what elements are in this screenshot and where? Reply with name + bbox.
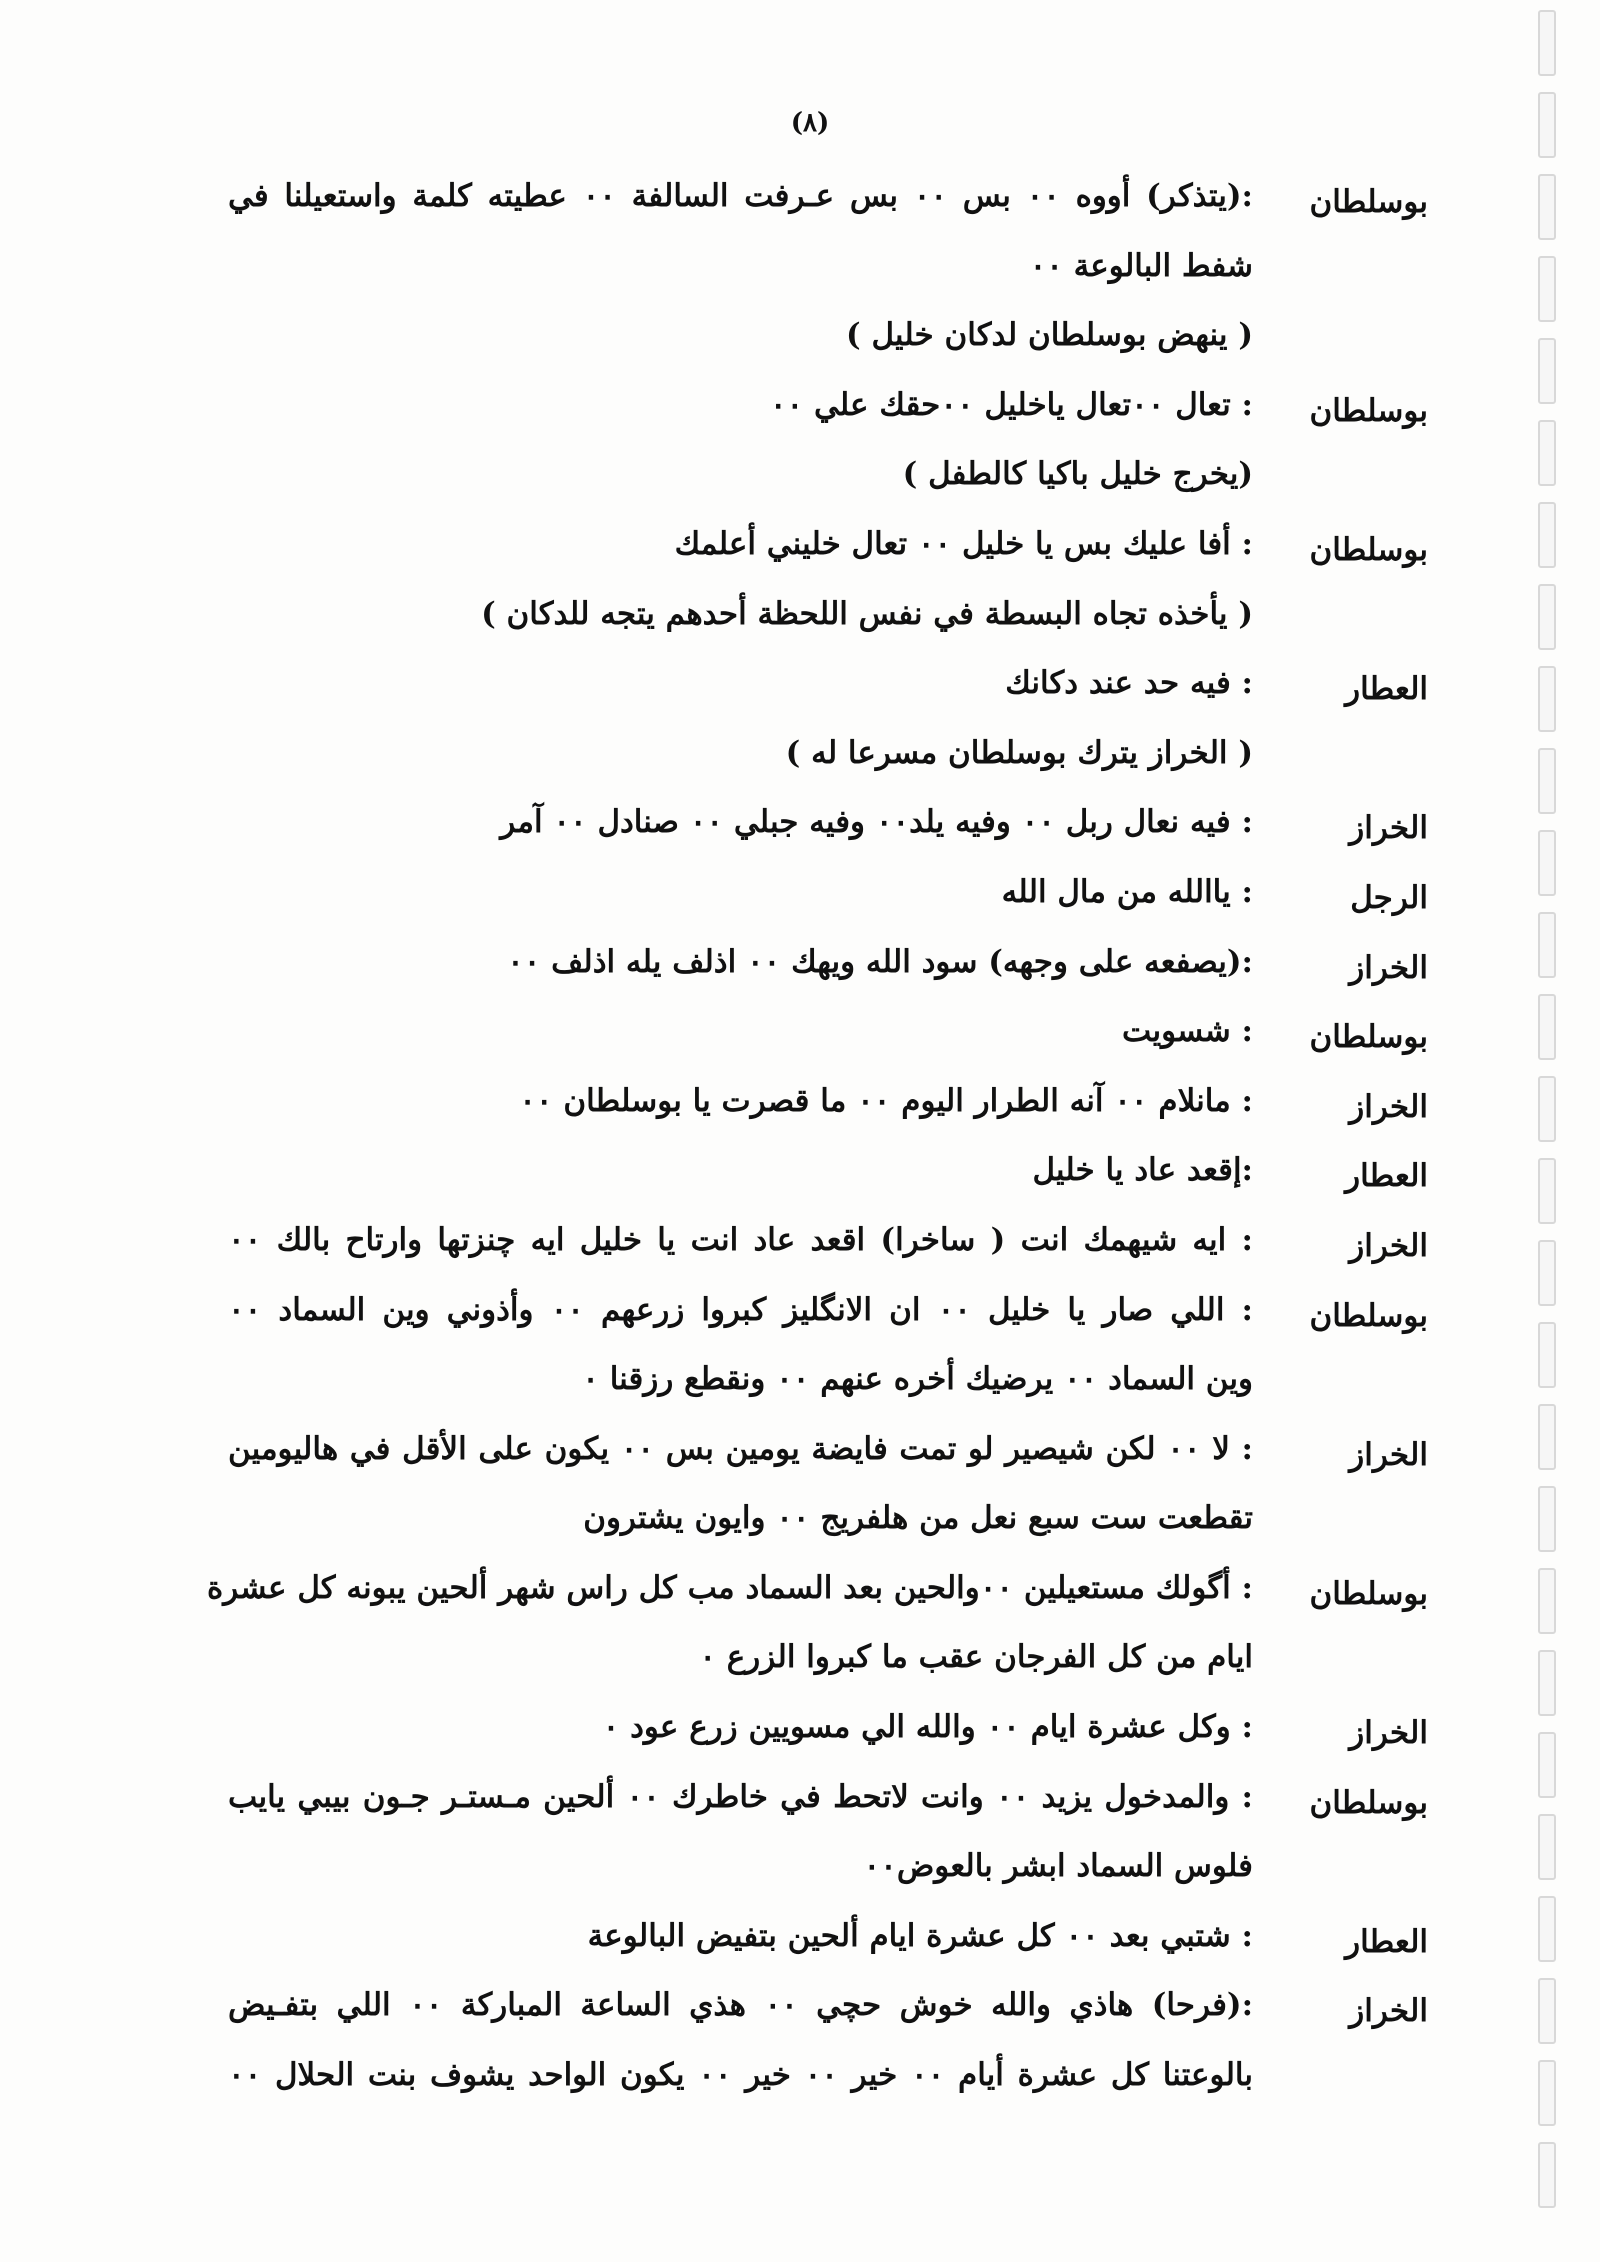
dialogue-text: تقطعت ست سبع نعل من هلفريج ٠٠ وايون يشترون — [583, 1500, 1253, 1537]
binding-ring — [1538, 1814, 1556, 1880]
dialogue-line — [207, 1554, 1428, 1624]
binding-ring — [1538, 502, 1556, 568]
dialogue-text: : ياالله من مال الله — [1001, 873, 1253, 910]
page-number: (٨) — [790, 108, 830, 138]
dialogue-text: : فيه حد عند دكانك — [1005, 665, 1253, 702]
dialogue-text: : والمدخول يزيد ٠٠ وانت لاتحط في خاطرك ٠٠ ألحين مـستـر جـون بيبي يايب — [228, 1778, 1253, 1815]
dialogue-line — [228, 1693, 1428, 1763]
dialogue-line — [228, 997, 1428, 1067]
binding-ring — [1538, 2142, 1556, 2208]
dialogue-text: : اللي صار يا خليل ٠٠ ان الانگليز كبروا زرعهم ٠٠ وأذوني وين السماد ٠٠ — [228, 1291, 1253, 1328]
binding-ring — [1538, 2060, 1556, 2126]
dialogue-text: ( ينهض بوسلطان لدكان خليل ) — [845, 317, 1253, 354]
dialogue-line — [228, 719, 1428, 789]
dialogue-line — [228, 1832, 1428, 1902]
binding-ring — [1538, 1322, 1556, 1388]
dialogue-line — [228, 2041, 1428, 2111]
dialogue-text: : أفا عليك بس يا خليل ٠٠ تعال خليني أعلمك — [674, 525, 1253, 562]
dialogue-text: ( يأخذه تجاه البسطة في نفس اللحظة أحدهم يتجه للدكان ) — [481, 595, 1253, 632]
binding-ring — [1538, 420, 1556, 486]
binding-ring — [1538, 1896, 1556, 1962]
binding-ring — [1538, 92, 1556, 158]
dialogue-text: (يخرج خليل باكيا كالطفل ) — [902, 456, 1253, 493]
binding-ring — [1538, 174, 1556, 240]
binding-ring — [1538, 10, 1556, 76]
binding-ring — [1538, 584, 1556, 650]
dialogue-text: : أگولك مستعيلين ٠٠والحين بعد السماد مب كل راس شهر ألحين يبونه كل عشرة — [207, 1569, 1253, 1606]
speaker-name: العطار — [1345, 1158, 1428, 1195]
dialogue-text: : تعال ٠٠تعال ياخليل ٠٠حقك علي ٠٠ — [769, 386, 1253, 423]
dialogue-line — [228, 788, 1428, 858]
dialogue-line — [228, 1345, 1428, 1415]
dialogue-line — [228, 510, 1428, 580]
binding-ring — [1538, 748, 1556, 814]
dialogue-line — [228, 162, 1428, 232]
binding-ring — [1538, 666, 1556, 732]
binding-ring — [1538, 1404, 1556, 1470]
speaker-name: الخراز — [1349, 1436, 1428, 1473]
dialogue-line — [228, 1276, 1428, 1346]
binding-ring — [1538, 256, 1556, 322]
speaker-name: العطار — [1345, 1923, 1428, 1960]
speaker-name: الخراز — [1349, 810, 1428, 847]
speaker-name: بوسلطان — [1309, 1784, 1428, 1821]
dialogue-line — [228, 1067, 1428, 1137]
dialogue-line — [228, 1623, 1428, 1693]
dialogue-line — [228, 649, 1428, 719]
dialogue-line — [228, 928, 1428, 998]
dialogue-text: :إقعد عاد يا خليل — [1032, 1152, 1253, 1189]
dialogue-text: شفط البالوعة ٠٠ — [1029, 247, 1253, 284]
dialogue-line — [228, 858, 1428, 928]
speaker-name: بوسلطان — [1309, 531, 1428, 568]
binding-ring — [1538, 1076, 1556, 1142]
binding-ring — [1538, 1240, 1556, 1306]
speaker-name: الرجل — [1350, 879, 1428, 916]
speaker-name: الخراز — [1349, 1227, 1428, 1264]
binding-ring — [1538, 912, 1556, 978]
script-dialogue — [207, 162, 1428, 2111]
dialogue-text: : ايه شيهمك انت ( ساخرا) اقعد عاد انت يا خليل ايه چنزتها وارتاح بالك ٠٠ — [228, 1221, 1253, 1258]
dialogue-line — [228, 1136, 1428, 1206]
speaker-name: الخراز — [1349, 1715, 1428, 1752]
dialogue-line — [228, 440, 1428, 510]
speaker-name: بوسلطان — [1309, 1019, 1428, 1056]
dialogue-text: : شتبي بعد ٠٠ كل عشرة ايام ألحين بتفيض البالوعة — [587, 1917, 1253, 1954]
binding-ring — [1538, 1568, 1556, 1634]
dialogue-text: : لا ٠٠ لكن شيصير لو تمت فايضة يومين بس ٠٠ يكون على الأقل في هاليومين — [228, 1430, 1253, 1467]
binding-ring — [1538, 1650, 1556, 1716]
dialogue-text: :(فرحا) هاذي والله خوش حچي ٠٠ هذي الساعة المباركة ٠٠ اللي بتفـيض — [228, 1987, 1254, 2024]
dialogue-line — [228, 580, 1428, 650]
dialogue-line — [228, 1763, 1428, 1833]
dialogue-text: فلوس السماد ابشر بالعوض٠٠ — [863, 1848, 1253, 1885]
binding-ring — [1538, 830, 1556, 896]
dialogue-text: : مانلام ٠٠ آنه الطرار اليوم ٠٠ ما قصرت يا بوسلطان ٠٠ — [519, 1082, 1253, 1119]
dialogue-text: : وكل عشرة ايام ٠٠ والله الي مسويين زرع عود ٠ — [602, 1709, 1253, 1746]
binding-ring — [1538, 1978, 1556, 2044]
binding-ring — [1538, 1486, 1556, 1552]
binding-ring — [1538, 994, 1556, 1060]
dialogue-line — [228, 1484, 1428, 1554]
dialogue-text: وين السماد ٠٠ يرضيك أخره عنهم ٠٠ ونقطع رزقنا ٠ — [582, 1361, 1253, 1398]
speaker-name: الخراز — [1349, 949, 1428, 986]
dialogue-line — [228, 1902, 1428, 1972]
dialogue-text: : فيه نعال ربل ٠٠ وفيه يلد٠٠ وفيه جبلي ٠٠ صنادل ٠٠ آمر — [500, 804, 1253, 841]
dialogue-text: بالوعتنا كل عشرة أيام ٠٠ خير ٠٠ خير ٠٠ يكون الواحد يشوف بنت الحلال ٠٠ — [228, 2057, 1253, 2094]
spiral-binding — [1532, 0, 1562, 2262]
dialogue-line — [228, 1415, 1428, 1485]
dialogue-text: :(يتذكر) أووه ٠٠ بس ٠٠ بس عـرفت السالفة ٠٠ عطيته كلمة واستعيلنا في — [228, 178, 1253, 214]
speaker-name: بوسلطان — [1309, 392, 1428, 429]
dialogue-text: ايام من كل الفرجان عقب ما كبروا الزرع ٠ — [699, 1639, 1253, 1676]
binding-ring — [1538, 1732, 1556, 1798]
dialogue-line — [228, 371, 1428, 441]
speaker-name: الخراز — [1349, 1993, 1428, 2030]
dialogue-line — [228, 1206, 1428, 1276]
binding-ring — [1538, 1158, 1556, 1224]
speaker-name: بوسلطان — [1309, 184, 1428, 220]
speaker-name: بوسلطان — [1309, 1575, 1428, 1612]
speaker-name: الخراز — [1349, 1088, 1428, 1125]
binding-ring — [1538, 338, 1556, 404]
speaker-name: العطار — [1345, 671, 1428, 708]
dialogue-text: : شسويت — [1122, 1013, 1253, 1050]
dialogue-line — [228, 301, 1428, 371]
dialogue-line — [228, 232, 1428, 302]
speaker-name: بوسلطان — [1309, 1297, 1428, 1334]
dialogue-line — [228, 1971, 1428, 2041]
dialogue-text: :(يصفعه على وجهه) سود الله ويهك ٠٠ اذلف يله اذلف ٠٠ — [507, 943, 1253, 980]
dialogue-text: ( الخراز يترك بوسلطان مسرعا له ) — [785, 734, 1253, 771]
